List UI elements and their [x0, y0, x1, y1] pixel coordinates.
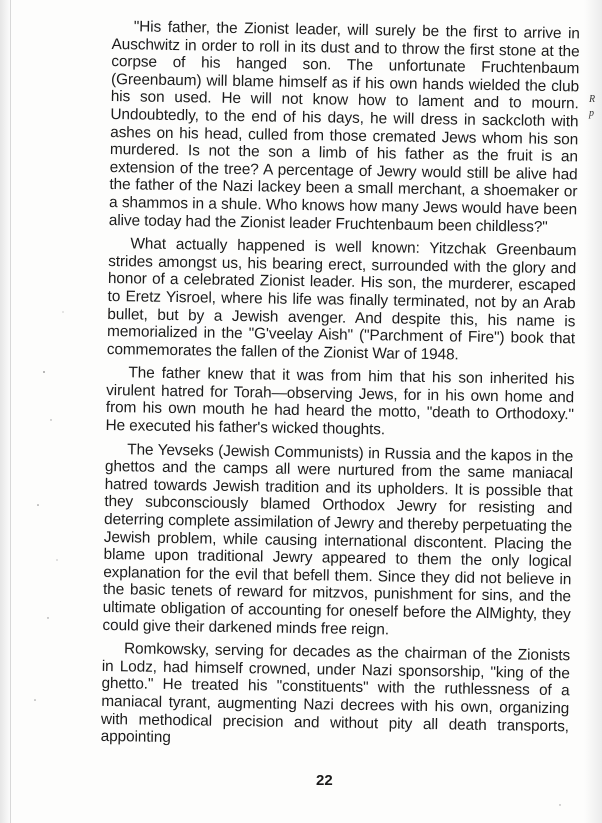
paragraph-4: The Yevseks (Jewish Communists) in Russia and the kapos in the ghettos and the camps all were nurtured from the same maniacal hatred towards Jewish tradition and its upholders. It is possible that they subconsciously blamed Orthodox Jewry for resisting and deterring complete assimilation of Jewry and thereby perpetuating the Jewish problem, while causing international discontent. Placing the blame upon traditional Jewry appeared to them the only logical explanation for the evil that befell them. Since they did not believe in the basic tenets of reward for mitzvos, punishment for sins, and the ultimate obligation of accounting for oneself before the AlMighty, they could give their darkened minds free reign. [102, 440, 574, 639]
paragraph-5: Romkowsky, serving for decades as the chairman of the Zionists in Lodz, had himself crowned, under Nazi sponsorship, "king of the ghetto." He treated his "constituents" with the ruthlessness of a maniacal tyrant, augmenting Nazi decrees with his own, organizing with methodical precision and without pity all death transports, appointing [100, 640, 571, 747]
body-text [100, 18, 579, 759]
paragraph-1: "His father, the Zionist leader, will surely be the first to arrive in Auschwitz in order to roll in its dust and to throw the first stone at the corpse of his hanged son. The unfortunate Fruchtenbaum (Greenbaum) will blame himself as if his own hands wielded the club his son used. He will not know how to lament and to mourn. Undoubtedly, to the end of his days, he will dress in sackcloth with ashes on his head, culled from those cremated Jews whom his son murdered. Is not the son a limb of his father as the fruit is an extension of the tree? A percentage of Jewry would still be alive had the father of the Nazi lackey been a small merchant, a shoemaker or a shammos in a shule. Who knows how many Jews would have been alive today had the Zionist leader Fruchtenbaum been childless?" [108, 18, 580, 236]
page-number: 22 [316, 772, 333, 789]
page-binding-edge [0, 0, 11, 823]
margin-mark-1: R [589, 94, 596, 105]
paragraph-2: What actually happened is well known: Yitzchak Greenbaum strides amongst us, his bearing erect, surrounded with the glory and honor of a celebrated Zionist leader. His son, the murderer, escaped to Eretz Yisroel, where his life was finally terminated, not by an Arab bullet, but by a Jewish avenger. And despite this, his name is memorialized in the "G'veelay Aish" ("Parchment of Fire") book that commemorates the fallen of the Zionist War of 1948. [106, 235, 577, 364]
margin-mark-2: p [589, 108, 594, 119]
page-right-edge-shadow [584, 0, 602, 823]
paragraph-3: The father knew that it was from him that his son inherited his virulent hatred for Torah—observing Jews, for in his own home and from his own mouth he had heard the motto, "death to Orthodoxy." He executed his father's wicked thoughts. [105, 364, 575, 439]
